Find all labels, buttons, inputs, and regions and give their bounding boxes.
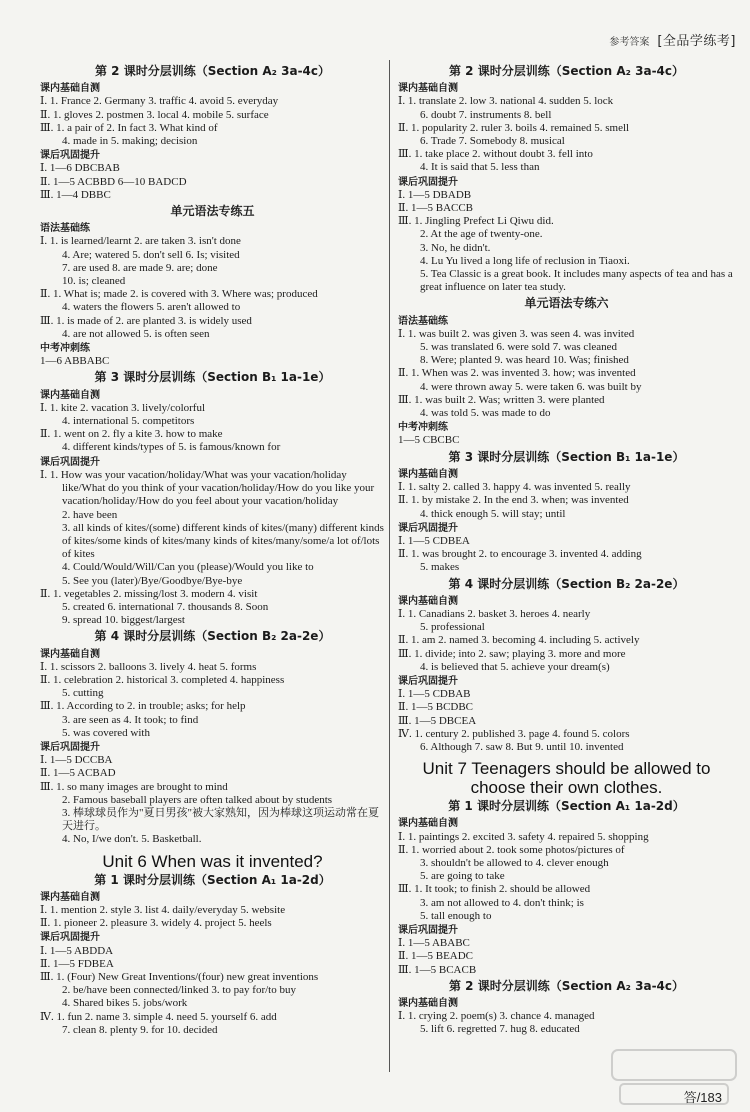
answer-line: 4. international 5. competitors <box>62 415 195 428</box>
answer-line: Ⅱ. 1. When was 2. was invented 3. how; was invented <box>398 367 636 380</box>
answer-line: Ⅰ. 1. salty 2. called 3. happy 4. was invented 5. really <box>398 481 631 494</box>
column-divider <box>389 60 390 1072</box>
answer-label: 参考答案 <box>609 37 650 48</box>
answer-line: Ⅰ. 1. kite 2. vacation 3. lively/colorful <box>40 401 206 414</box>
subsection-label: 课内基础自测 <box>398 818 458 830</box>
answer-line: Ⅲ. 1. was built 2. Was; written 3. were planted <box>398 393 605 406</box>
subsection-label: 课内基础自测 <box>398 595 458 607</box>
answer-line: 6. Trade 7. Somebody 8. musical <box>420 135 565 148</box>
answer-line: Ⅲ. 1. so many images are brought to mind <box>40 780 228 793</box>
answer-line: 2. Famous baseball players are often talked about by students <box>62 793 333 806</box>
subsection-label: 课内基础自测 <box>40 389 100 401</box>
answer-line: Ⅳ. 1. century 2. published 3. page 4. found 5. colors <box>398 727 630 740</box>
subsection-label: 语法基础练 <box>40 223 90 235</box>
unit-title: Unit 7 Teenagers should be allowed to choose their own clothes. <box>422 759 711 798</box>
answer-line: Ⅱ. 1—5 ACBAD <box>40 767 116 780</box>
subsection-label: 课内基础自测 <box>40 648 100 660</box>
subsection-label: 语法基础练 <box>398 315 448 327</box>
answer-line: 5. See you (later)/Bye/Goodbye/Bye-bye <box>62 574 243 587</box>
answer-line: 4. Could/Would/Will/Can you (please)/Would you like to <box>62 561 314 574</box>
answer-line: 4. are not allowed 5. is often seen <box>62 327 210 340</box>
answer-line: Ⅲ. 1. It took; to finish 2. should be allowed <box>398 883 591 896</box>
answer-line: 2. be/have been connected/linked 3. to pay for/to buy <box>62 984 296 997</box>
answer-line: Ⅱ. 1. gloves 2. postmen 3. local 4. mobile 5. surface <box>40 108 269 121</box>
section-title: 第 2 课时分层训练（Section A₂ 3a-4c） <box>94 64 331 78</box>
subsection-label: 课后巩固提升 <box>40 456 100 468</box>
answer-line: 4. Are; watered 5. don't sell 6. Is; visited <box>62 248 240 261</box>
answer-line: Ⅱ. 1—5 FDBEA <box>40 957 114 970</box>
answer-line: Ⅱ. 1—5 ACBBD 6—10 BADCD <box>40 175 187 188</box>
answer-line: Ⅰ. 1. paintings 2. excited 3. safety 4. repaired 5. shopping <box>398 830 649 843</box>
answer-line: Ⅲ. 1—5 BCACB <box>398 963 477 976</box>
subsection-label: 课内基础自测 <box>40 83 100 95</box>
answer-line: Ⅲ. 1. take place 2. without doubt 3. fell into <box>398 148 593 161</box>
answer-line: Ⅱ. 1. popularity 2. ruler 3. boils 4. remained 5. smell <box>398 121 630 134</box>
section-title: 第 2 课时分层训练（Section A₂ 3a-4c） <box>448 978 685 993</box>
answer-line: 5. was covered with <box>62 726 150 739</box>
answer-line: 7. are used 8. are made 9. are; done <box>62 261 218 274</box>
answer-line: Ⅰ. 1—6 DBCBAB <box>40 162 120 175</box>
section-title: 第 1 课时分层训练（Section A₁ 1a-2d） <box>448 799 685 814</box>
section-title: 第 4 课时分层训练（Section B₂ 2a-2e） <box>448 576 685 591</box>
answer-line: Ⅱ. 1. was brought 2. to encourage 3. invented 4. adding <box>398 548 642 561</box>
answer-line: Ⅲ. 1. a pair of 2. In fact 3. What kind of <box>40 121 218 134</box>
answer-line: Ⅰ. 1—5 CDBAB <box>398 688 471 701</box>
answer-line: 5. Tea Classic is a great book. It includes many aspects of tea and has a great influence on later tea study. <box>420 268 733 294</box>
answer-line: 9. spread 10. biggest/largest <box>62 614 185 627</box>
page-header <box>609 30 736 49</box>
answer-line: Ⅰ. 1. is learned/learnt 2. are taken 3. isn't done <box>40 235 241 248</box>
answer-line: 2. have been <box>62 508 118 521</box>
answer-line: 2. At the age of twenty-one. <box>420 228 543 241</box>
answer-line: Ⅰ. 1—5 ABABC <box>398 937 470 950</box>
left-column <box>40 62 385 1112</box>
subsection-label: 中考冲刺练 <box>398 422 448 434</box>
answer-line: Ⅲ. 1. divide; into 2. saw; playing 3. more and more <box>398 647 626 660</box>
answer-line: 3. am not allowed to 4. don't think; is <box>420 896 584 909</box>
subsection-label: 课内基础自测 <box>398 998 458 1009</box>
subsection-label: 中考冲刺练 <box>40 343 90 355</box>
answer-line: 10. is; cleaned <box>62 275 126 288</box>
answer-line: Ⅱ. 1. vegetables 2. missing/lost 3. modern 4. visit <box>40 587 258 600</box>
answer-line: Ⅰ. 1. translate 2. low 3. national 4. sudden 5. lock <box>398 95 614 108</box>
answer-line: Ⅰ. 1—5 DBADB <box>398 188 472 201</box>
answer-line: Ⅳ. 1. fun 2. name 3. simple 4. need 5. yourself 6. add <box>40 1010 277 1023</box>
answer-line: 5. tall enough to <box>420 909 492 922</box>
unit-title: Unit 6 When was it invented? <box>102 851 323 871</box>
answer-line: Ⅱ. 1. celebration 2. historical 3. completed 4. happiness <box>40 673 285 686</box>
answer-line: 6. doubt 7. instruments 8. bell <box>420 108 552 121</box>
answer-line: Ⅲ. 1. Jingling Prefect Li Qiwu did. <box>398 215 554 228</box>
section-title: 第 2 课时分层训练（Section A₂ 3a-4c） <box>448 64 685 78</box>
answer-line: 5. was translated 6. were sold 7. was cleaned <box>420 341 618 354</box>
answer-line: 4. waters the flowers 5. aren't allowed to <box>62 301 241 314</box>
answer-line: 5. lift 6. regretted 7. hug 8. educated <box>420 1023 580 1036</box>
answer-line: 4. different kinds/types of 5. is famous/known for <box>62 441 281 454</box>
answer-line: 5. cutting <box>62 687 104 700</box>
answer-line: Ⅲ. 1. According to 2. in trouble; asks; for help <box>40 700 246 713</box>
answer-line: 8. Were; planted 9. was heard 10. Was; finished <box>420 354 629 367</box>
page-number: 答/183 <box>683 1090 722 1105</box>
answer-line: 3. all kinds of kites/(some) different kinds of kites/(many) different kinds of kites/some kinds of kites/many kinds of kites/many/some/a lot of/lots of kites <box>62 521 384 561</box>
answer-line: Ⅰ. 1. mention 2. style 3. list 4. daily/everyday 5. website <box>40 903 286 916</box>
answer-line: 4. made in 5. making; decision <box>62 135 198 148</box>
subsection-label: 课后巩固提升 <box>40 741 100 753</box>
answer-line: Ⅱ. 1—5 BCDBC <box>398 701 474 714</box>
answer-line: 3. are seen as 4. It took; to find <box>62 713 199 726</box>
subsection-label: 课后巩固提升 <box>40 932 100 944</box>
answer-line: 4. Lu Yu lived a long life of reclusion in Tiaoxi. <box>420 254 630 267</box>
subsection-label: 课后巩固提升 <box>398 522 458 534</box>
answer-line: Ⅱ. 1—5 BEADC <box>398 950 474 963</box>
answer-line: 1—6 ABBABC <box>40 355 110 368</box>
answer-line: Ⅰ. 1. How was your vacation/holiday/What was your vacation/holiday like/What do you think of your vacation/holiday/How do you like your vacation/holiday/How do you feel about your vacation/holiday <box>40 468 375 508</box>
subsection-label: 课后巩固提升 <box>398 176 458 188</box>
answer-line: Ⅱ. 1. went on 2. fly a kite 3. how to make <box>40 428 223 441</box>
subsection-label: 课内基础自测 <box>398 83 458 95</box>
subsection-label: 课后巩固提升 <box>398 675 458 687</box>
answer-line: Ⅰ. 1. France 2. Germany 3. traffic 4. avoid 5. everyday <box>40 95 279 108</box>
section-title: 第 4 课时分层训练（Section B₂ 2a-2e） <box>94 629 331 644</box>
right-column <box>398 62 735 1112</box>
answer-line: 5. makes <box>420 561 460 574</box>
answer-line: 3. shouldn't be allowed to 4. clever enough <box>420 856 609 869</box>
answer-line: 1—5 CBCBC <box>398 434 460 447</box>
answer-line: Ⅰ. 1. was built 2. was given 3. was seen 4. was invited <box>398 327 635 340</box>
section-title: 单元语法专练五 <box>170 204 255 219</box>
subsection-label: 课后巩固提升 <box>398 924 458 936</box>
answer-line: 4. were thrown away 5. were taken 6. was built by <box>420 380 642 393</box>
answer-line: 6. Although 7. saw 8. But 9. until 10. invented <box>420 740 624 753</box>
answer-line: 7. clean 8. plenty 9. for 10. decided <box>62 1023 218 1036</box>
answer-line: 3. 棒球球员作为"夏日男孩"被大家熟知，因为棒球这项运动常在夏天进行。 <box>62 806 379 833</box>
answer-line: Ⅲ. 1. (Four) New Great Inventions/(four) new great inventions <box>40 971 319 983</box>
brand-name: [全品学练考] <box>657 34 736 49</box>
answer-line: 4. It is said that 5. less than <box>420 161 540 174</box>
answer-line: 4. No, I/we don't. 5. Basketball. <box>62 833 202 846</box>
answer-line: 5. created 6. international 7. thousands 8. Soon <box>62 600 269 613</box>
answer-line: Ⅲ. 1—4 DBBC <box>40 188 111 201</box>
answer-line: 4. Shared bikes 5. jobs/work <box>62 997 188 1010</box>
answer-line: Ⅱ. 1. pioneer 2. pleasure 3. widely 4. project 5. heels <box>40 917 272 930</box>
answer-line: 3. No, he didn't. <box>420 241 491 254</box>
answer-line: 5. are going to take <box>420 870 505 883</box>
answer-line: Ⅰ. 1—5 CDBEA <box>398 534 470 547</box>
answer-line: Ⅰ. 1—5 ABDDA <box>40 944 114 957</box>
answer-line: Ⅱ. 1. What is; made 2. is covered with 3. Where was; produced <box>40 288 318 301</box>
answer-line: 4. is believed that 5. achieve your dream(s) <box>420 660 610 673</box>
answer-line: Ⅰ. 1. scissors 2. balloons 3. lively 4. heat 5. forms <box>40 660 257 673</box>
answer-line: 4. was told 5. was made to do <box>420 407 551 420</box>
answer-line: Ⅲ. 1—5 DBCEA <box>398 714 477 727</box>
section-title: 第 1 课时分层训练（Section A₁ 1a-2d） <box>94 872 331 887</box>
section-title: 单元语法专练六 <box>524 296 609 311</box>
answer-line: Ⅰ. 1. Canadians 2. basket 3. heroes 4. nearly <box>398 607 591 620</box>
answer-line: Ⅰ. 1—5 DCCBA <box>40 754 113 767</box>
subsection-label: 课内基础自测 <box>398 468 458 480</box>
answer-line: 5. professional <box>420 621 485 634</box>
subsection-label: 课内基础自测 <box>40 891 100 903</box>
section-title: 第 3 课时分层训练（Section B₁ 1a-1e） <box>94 370 331 385</box>
section-title: 第 3 课时分层训练（Section B₁ 1a-1e） <box>448 449 685 464</box>
answer-line: Ⅱ. 1. by mistake 2. In the end 3. when; was invented <box>398 494 629 507</box>
answer-line: Ⅱ. 1. worried about 2. took some photos/pictures of <box>398 843 625 856</box>
answer-line: 4. thick enough 5. will stay; until <box>420 507 566 520</box>
answer-line: Ⅰ. 1. crying 2. poem(s) 3. chance 4. managed <box>398 1010 595 1023</box>
answer-line: Ⅲ. 1. is made of 2. are planted 3. is widely used <box>40 314 252 327</box>
answer-line: Ⅱ. 1. am 2. named 3. becoming 4. including 5. actively <box>398 634 640 647</box>
subsection-label: 课后巩固提升 <box>40 150 100 162</box>
answer-line: Ⅱ. 1—5 BACCB <box>398 202 474 215</box>
